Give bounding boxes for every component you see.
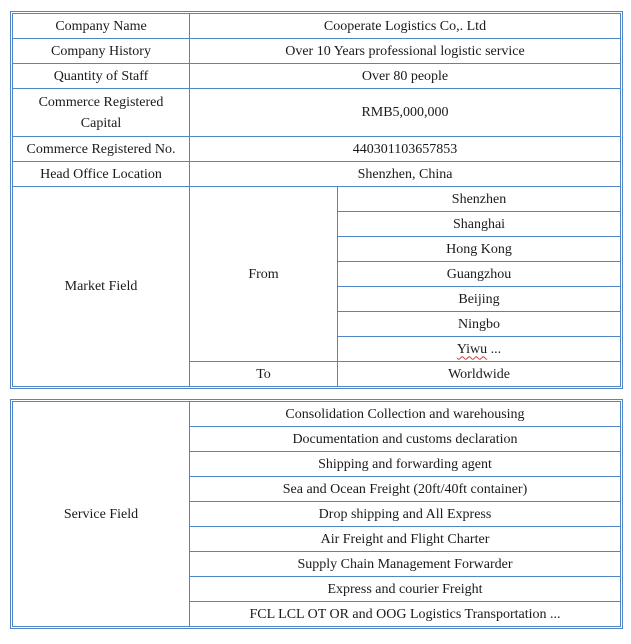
table-row	[13, 14, 621, 39]
service-item: Consolidation Collection and warehousing	[190, 402, 621, 427]
service-field-table	[12, 401, 621, 627]
service-item: Supply Chain Management Forwarder	[190, 552, 621, 577]
from-city-ellipsis: ...	[487, 341, 502, 357]
from-city: Ningbo	[338, 312, 621, 337]
row-value: Over 10 Years professional logistic service	[190, 39, 621, 64]
table-row	[13, 187, 621, 212]
row-value: Cooperate Logistics Co,. Ltd	[190, 14, 621, 39]
row-label: Company History	[13, 39, 190, 64]
row-value: RMB5,000,000	[190, 89, 621, 137]
row-label: Head Office Location	[13, 162, 190, 187]
table-row	[13, 64, 621, 89]
from-label: From	[190, 187, 338, 362]
row-label: Quantity of Staff	[13, 64, 190, 89]
service-item: Air Freight and Flight Charter	[190, 527, 621, 552]
service-field-label: Service Field	[13, 402, 190, 627]
to-label: To	[190, 362, 338, 387]
from-city: Beijing	[338, 287, 621, 312]
table-row	[13, 402, 621, 427]
row-value: Over 80 people	[190, 64, 621, 89]
row-label: Company Name	[13, 14, 190, 39]
market-field-label: Market Field	[13, 187, 190, 387]
to-value: Worldwide	[338, 362, 621, 387]
service-item: Express and courier Freight	[190, 577, 621, 602]
from-city-yiwu: Yiwu	[456, 341, 488, 357]
table-row	[13, 137, 621, 162]
from-city: Hong Kong	[338, 237, 621, 262]
table-row	[13, 39, 621, 64]
table-row	[13, 162, 621, 187]
service-item: Documentation and customs declaration	[190, 427, 621, 452]
service-item: Sea and Ocean Freight (20ft/40ft container)	[190, 477, 621, 502]
company-info-table	[12, 13, 621, 387]
service-item: Shipping and forwarding agent	[190, 452, 621, 477]
from-city: Shanghai	[338, 212, 621, 237]
from-city: Guangzhou	[338, 262, 621, 287]
row-label: Commerce Registered Capital	[13, 89, 190, 137]
row-value: 440301103657853	[190, 137, 621, 162]
from-city: Shenzhen	[338, 187, 621, 212]
row-value: Shenzhen, China	[190, 162, 621, 187]
service-item: FCL LCL OT OR and OOG Logistics Transportation ...	[190, 602, 621, 627]
row-label: Commerce Registered No.	[13, 137, 190, 162]
service-item: Drop shipping and All Express	[190, 502, 621, 527]
from-city-last	[338, 337, 621, 362]
table-row	[13, 89, 621, 137]
